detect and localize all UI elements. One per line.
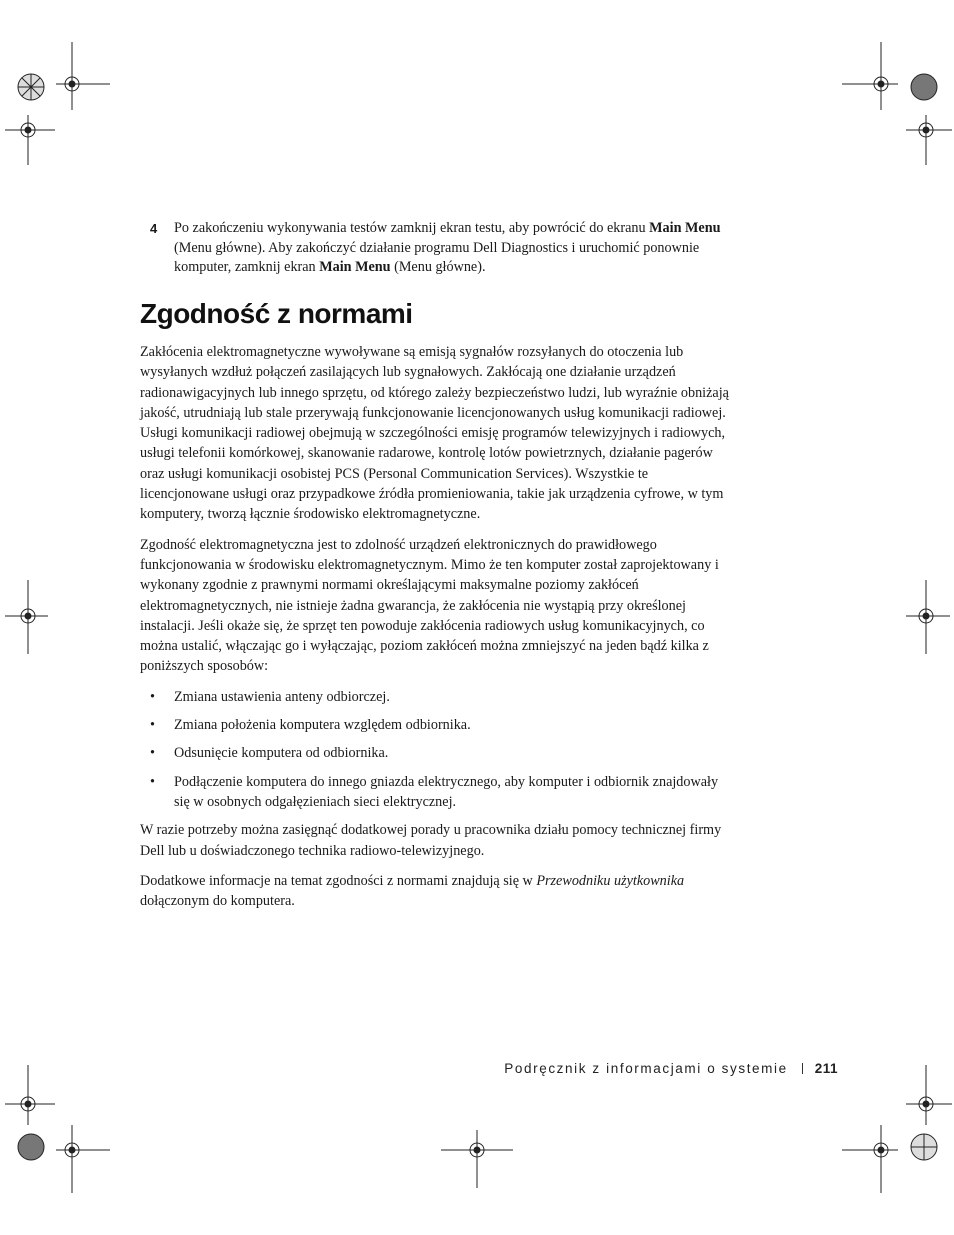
page-number: 211: [814, 1061, 838, 1076]
step-4: [150, 219, 735, 278]
page-footer: [504, 1061, 838, 1076]
registration-mark-top-right: [834, 40, 954, 170]
footer-title: Podręcznik z informacjami o systemie: [504, 1061, 788, 1076]
list-item-text: Zmiana położenia komputera względem odbiornika.: [174, 717, 471, 734]
step-text-part1: Po zakończeniu wykonywania testów zamknij ekran testu, aby powrócić do ekranu: [174, 220, 650, 236]
list-item: [140, 687, 735, 707]
list-item: [140, 715, 735, 735]
registration-mark-mid-right: [894, 580, 954, 660]
step-text-part2: (Menu główne). Aby zakończyć działanie programu Dell Diagnostics i uruchomić ponownie komputer, zamknij ekran: [174, 239, 700, 275]
list-item-text: Odsunięcie komputera od odbiornika.: [174, 745, 389, 762]
paragraph-emi: Zakłócenia elektromagnetyczne wywoływane są emisją sygnałów rozsyłanych do otoczenia lub wysyłanych wzdłuż połączeń zasilających lub sygnałowych. Zakłócają one działanie urządzeń radionawigacyjnych lub innego sprzętu, od którego zależy bezpieczeństwo ludzi, lub wyraźnie obniżają jakość, utrudniają lub stale przerywają funkcjonowanie licencjonowanych usług komunikacji radiowej. Usługi komunikacji radiowej obejmują w szczególności emisję programów telewizyjnych i radiowych, usługi telefonii komórkowej, skanowanie radarowe, kontrolę lotów powietrznych, działanie pagerów oraz usługi komunikacji osobistej PCS (Personal Communication Services). Wszystkie te licencjonowane usługi oraz przypadkowe źródła promieniowania, takie jak urządzenia cyfrowe, w tym komputery, tworzą łącznie środowisko elektromagnetyczne.: [140, 344, 729, 523]
section-heading: Zgodność z normami: [140, 298, 413, 329]
list-item-text: Zmiana ustawienia anteny odbiorczej.: [174, 688, 390, 705]
step-number: 4: [150, 221, 158, 236]
paragraph-emc: Zgodność elektromagnetyczna jest to zdolność urządzeń elektronicznych do prawidłowego funkcjonowania w środowisku elektromagnetycznym. Mimo że ten komputer został zaprojektowany i wykonany zgodnie z prawnymi normami określającymi maksymalne poziomy zakłóceń elektromagnetycznych, nie istnieje żadna gwarancja, że zakłócenia nie wystąpią przy określonej instalacji. Jeśli okaże się, że sprzęt ten powoduje zakłócenia radiowych usług komunikacyjnych, co można ustalić, włączając go i wyłączając, poziom zakłóceń można zmniejszyć na jeden bądź kilka z poniższych sposobów:: [140, 536, 719, 675]
list-item-text: Podłączenie komputera do innego gniazda elektrycznego, aby komputer i odbiornik znajdowały się w osobnych odgałęzieniach sieci elektrycznej.: [174, 773, 719, 810]
registration-mark-top-left: [0, 40, 120, 170]
more-info-start: Dodatkowe informacje na temat zgodności z normami znajdują się w: [140, 872, 537, 889]
bullet-icon: •: [150, 688, 155, 705]
section-body: [140, 342, 735, 921]
step-text: [174, 219, 735, 278]
paragraph-support: W razie potrzeby można zasięgnąć dodatkowej porady u pracownika działu pomocy technicznej firmy Dell lub u doświadczonego technika radiowo-telewizyjnego.: [140, 822, 722, 859]
more-info-end: dołączonym do komputera.: [140, 893, 295, 910]
registration-mark-bottom-right: [834, 1065, 954, 1195]
user-guide-title: Przewodniku użytkownika: [536, 872, 685, 889]
registration-mark-mid-left: [0, 580, 60, 660]
registration-mark-bottom-left: [0, 1065, 120, 1195]
registration-mark-bottom-center: [437, 1130, 517, 1190]
main-menu-term: Main Menu: [649, 220, 721, 236]
remedy-list: [140, 687, 735, 812]
bullet-icon: •: [150, 773, 155, 790]
list-item: [140, 772, 735, 813]
main-menu-term-2: Main Menu: [319, 259, 391, 275]
bullet-icon: •: [150, 717, 155, 734]
paragraph-more-info: [140, 871, 735, 912]
list-item: [140, 743, 735, 763]
step-text-part3: (Menu główne).: [390, 259, 486, 275]
footer-separator: [802, 1063, 803, 1074]
bullet-icon: •: [150, 745, 155, 762]
